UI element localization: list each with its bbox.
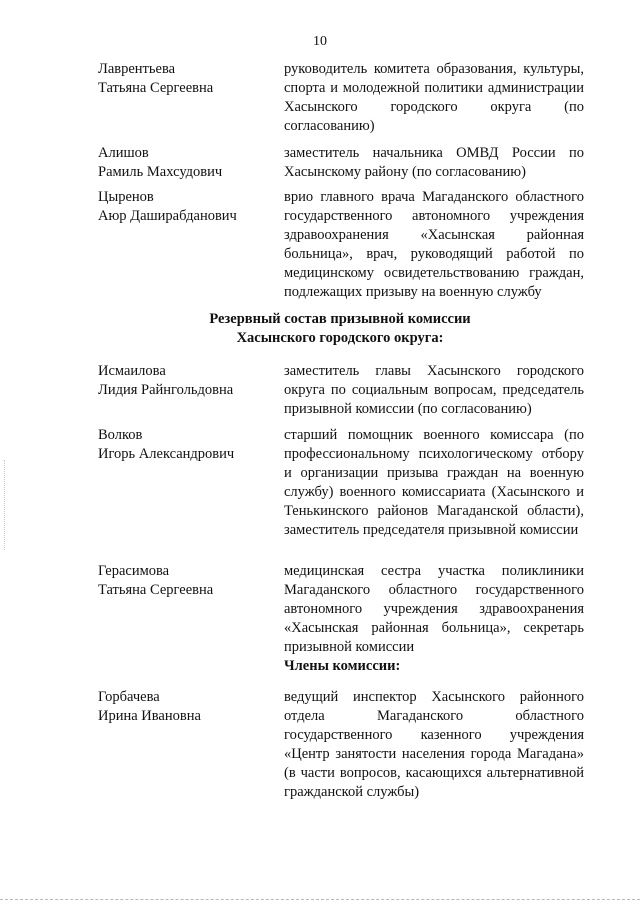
section-heading — [140, 310, 540, 348]
position-description: врио главного врача Магаданского областного государственного автономного учреждения здравоохранения «Хасынская районная больница», врач, руководящий работой по медицинскому освидетельствованию граждан, подлежащих призыву на военную службу — [284, 189, 584, 300]
section-heading-line: Резервный состав призывной комиссии — [209, 311, 471, 327]
scan-edge-mark — [4, 460, 8, 550]
person-name — [98, 362, 278, 400]
given-names: Татьяна Сергеевна — [98, 80, 214, 96]
position-description: старший помощник военного комиссара (по профессиональному психологическому отбору и организации призыва граждан на военную службу) военного комиссариата (Хасынского и Тенькинского районов Магаданской области), заместитель председателя призывной комиссии — [284, 427, 584, 538]
given-names: Ирина Ивановна — [98, 708, 201, 724]
surname: Горбачева — [98, 689, 160, 705]
person-name — [98, 426, 278, 464]
position-description: ведущий инспектор Хасынского районного отдела Магаданского областного государственного казенного учреждения «Центр занятости населения города Магадана» (в части вопросов, касающихся альтернативной гражданской службы) — [284, 689, 584, 800]
position-description: медицинская сестра участка поликлиники Магаданского областного государственного автономного учреждения здравоохранения «Хасынская районная больница», секретарь призывной комиссии — [284, 563, 584, 655]
position-description: заместитель главы Хасынского городского округа по социальным вопросам, председатель призывной комиссии (по согласованию) — [284, 363, 584, 417]
given-names: Игорь Александрович — [98, 446, 235, 462]
position-description: заместитель начальника ОМВД России по Хасынскому району (по согласованию) — [284, 145, 584, 180]
page-number: 10 — [313, 34, 327, 49]
section-heading-line: Хасынского городского округа: — [236, 330, 444, 346]
surname: Герасимова — [98, 563, 170, 579]
person-name — [98, 60, 278, 98]
person-name — [98, 562, 278, 600]
given-names: Аюр Даширабданович — [98, 208, 237, 224]
surname: Алишов — [98, 145, 149, 161]
position-description: руководитель комитета образования, культуры, спорта и молодежной политики администрации Хасынского городского округа (по согласованию) — [284, 61, 584, 134]
surname: Волков — [98, 427, 143, 443]
surname: Лаврентьева — [98, 61, 176, 77]
person-name — [98, 688, 278, 726]
members-heading: Члены комиссии: — [284, 658, 401, 674]
person-name — [98, 144, 278, 182]
given-names: Рамиль Махсудович — [98, 164, 223, 180]
surname: Цыренов — [98, 189, 154, 205]
person-name — [98, 188, 278, 226]
scan-bottom-rule — [0, 899, 640, 902]
given-names: Татьяна Сергеевна — [98, 582, 214, 598]
given-names: Лидия Райнгольдовна — [98, 382, 234, 398]
surname: Исмаилова — [98, 363, 166, 379]
